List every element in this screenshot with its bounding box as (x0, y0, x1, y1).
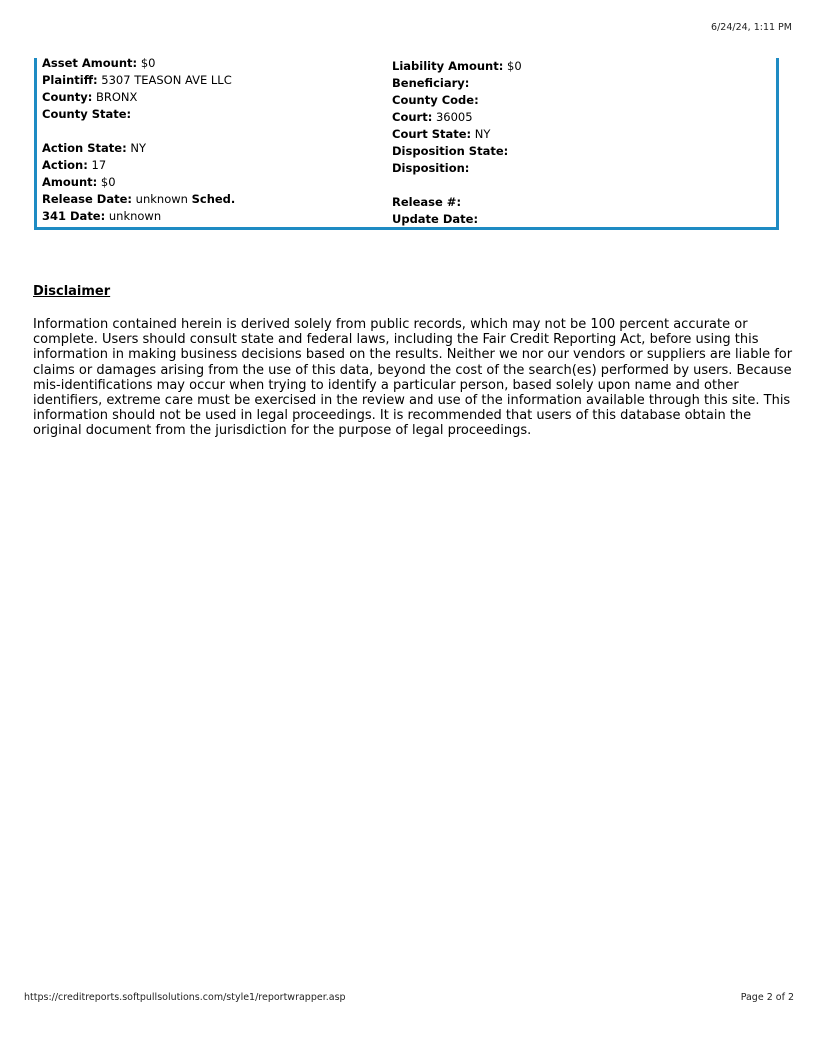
disclaimer-text: Information contained herein is derived solely from public records, which may not be 100 percent accurate or complete. Users should consult state and federal laws, including the Fair Credit Reporting Act, before using this information in making business decisions based on the results. Neither we nor our vendors or suppliers are liable for claims or damages arising from the use of this data, beyond the cost of the search(es) performed by users. Because mis-identifications may occur when trying to identify a particular person, based solely upon name and other identifiers, extreme care must be exercised in the review and use of the information available through this site. This information should not be used in legal proceedings. It is recommended that users of this database obtain the original document from the jurisdiction for the purpose of legal proceedings. (33, 317, 793, 439)
field-label: Asset Amount: (42, 56, 138, 70)
341-date-field (42, 208, 235, 225)
field-label: Action State: (42, 141, 127, 155)
field-value: $0 (100, 175, 116, 189)
field-value: unknown (135, 192, 188, 206)
action-state-field (42, 140, 235, 157)
court-state-field (392, 126, 522, 143)
print-date: 6/24/24, 1:11 PM (711, 22, 792, 33)
spacer (42, 123, 235, 140)
plaintiff-field (42, 72, 235, 89)
county-state-field (42, 106, 235, 123)
field-value: 5307 TEASON AVE LLC (101, 73, 232, 87)
record-right-column (392, 58, 522, 228)
field-label: Release Date: (42, 192, 133, 206)
field-value: $0 (140, 56, 156, 70)
release-date-field (42, 191, 235, 208)
beneficiary-field (392, 75, 522, 92)
field-value: $0 (507, 59, 522, 73)
court-field (392, 109, 522, 126)
field-label: Release #: (392, 195, 462, 209)
county-field (42, 89, 235, 106)
field-label: Disposition: (392, 161, 470, 175)
action-field (42, 157, 235, 174)
amount-field (42, 174, 235, 191)
page-number: Page 2 of 2 (740, 992, 794, 1003)
field-value: 36005 (435, 110, 473, 124)
field-label: Beneficiary: (392, 76, 470, 90)
field-label: County: (42, 90, 93, 104)
field-label: County Code: (392, 93, 479, 107)
field-value: BRONX (95, 90, 138, 104)
field-label-sched: Sched. (191, 192, 236, 206)
field-label: Action: (42, 158, 88, 172)
disclaimer-heading: Disclaimer (33, 284, 111, 299)
field-label: Disposition State: (392, 144, 509, 158)
field-label: Court State: (392, 127, 472, 141)
field-value: unknown (108, 209, 162, 223)
public-record-box (34, 58, 779, 230)
spacer (392, 177, 522, 194)
field-value: NY (130, 141, 146, 155)
field-value: 17 (91, 158, 107, 172)
field-label: 341 Date: (42, 209, 106, 223)
footer-url: https://creditreports.softpullsolutions.com/style1/reportwrapper.asp (24, 992, 346, 1003)
field-label: Amount: (42, 175, 98, 189)
field-value: NY (474, 127, 491, 141)
field-label: Plaintiff: (42, 73, 98, 87)
field-label: Update Date: (392, 212, 479, 226)
update-date-field (392, 211, 522, 228)
field-label: Liability Amount: (392, 59, 504, 73)
field-label: County State: (42, 107, 132, 121)
liability-amount-field (392, 58, 522, 75)
release-number-field (392, 194, 522, 211)
disposition-state-field (392, 143, 522, 160)
asset-amount-field (42, 55, 235, 72)
record-left-column (42, 55, 235, 225)
county-code-field (392, 92, 522, 109)
field-label: Court: (392, 110, 433, 124)
disposition-field (392, 160, 522, 177)
